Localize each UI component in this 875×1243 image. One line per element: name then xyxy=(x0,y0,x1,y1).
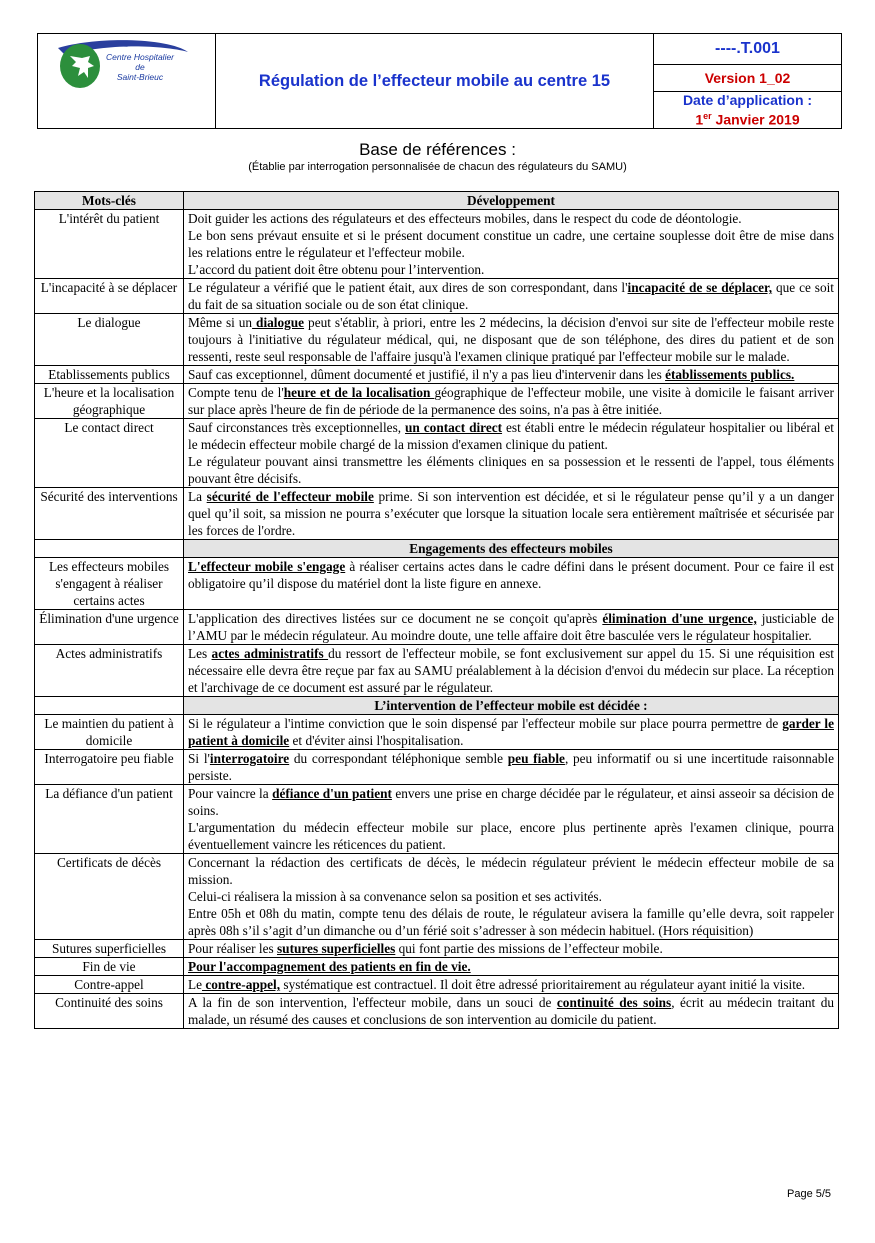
row-keyword: Le contact direct xyxy=(35,419,184,488)
row-development: Pour réaliser les sutures superficielles qui font partie des missions de l’effecteur mobile. xyxy=(184,940,839,958)
row-development: Si l'interrogatoire du correspondant téléphonique semble peu fiable, peu informatif ou si une incertitude raisonnable persiste. xyxy=(184,750,839,785)
table-header-row xyxy=(35,192,839,210)
document-code: ----.T.001 xyxy=(654,34,841,65)
row-development: La sécurité de l'effecteur mobile prime. Si son intervention est décidée, et si le régulateur pense qu’il y a un danger quel qu’il soit, sa mission ne pourra s’exécuter que lorsque la situation locale sera entièrement maîtrisée et sécurisée par les forces de l'ordre. xyxy=(184,488,839,540)
row-keyword: Etablissements publics xyxy=(35,366,184,384)
section-blank-cell xyxy=(35,540,184,558)
row-keyword: Fin de vie xyxy=(35,958,184,976)
section-heading: Engagements des effecteurs mobiles xyxy=(184,540,839,558)
table-row xyxy=(35,785,839,854)
row-development: Compte tenu de l'heure et de la localisation géographique de l'effecteur mobile, une visite à domicile le faisant arriver sur place après l'heure de fin de période de la permanence des soins, n'a pas à être initiée. xyxy=(184,384,839,419)
section-row xyxy=(35,540,839,558)
logo-text: Centre Hospitalier de Saint-Brieuc xyxy=(105,52,175,82)
row-development: Sauf cas exceptionnel, dûment documenté et justifié, il n'y a pas lieu d'intervenir dans les établissements publics. xyxy=(184,366,839,384)
table-row xyxy=(35,610,839,645)
page-number: Page 5/5 xyxy=(787,1188,832,1200)
row-development: Concernant la rédaction des certificats de décès, le médecin régulateur prévient le médecin effecteur mobile de sa mission. Celui-ci réalisera la mission à sa convenance selon sa position et ses activités. Entre 05h et 08h du matin, compte tenu des délais de route, le régulateur avisera la famille qu’elle devra, soit rappeler après 08h s’il s’agit d’un dimanche ou d’un férié soit s’adresser à son médecin habituel. (Hors réquisition) xyxy=(184,854,839,940)
row-development: Doit guider les actions des régulateurs et des effecteurs mobiles, dans le respect du code de déontologie. Le bon sens prévaut ensuite et si le présent document constitue un cadre, une certaine souplesse doit être de mise dans les relations entre le régulateur et l'effecteur mobile. L’accord du patient doit être obtenu pour l’intervention. xyxy=(184,210,839,279)
row-keyword: Continuité des soins xyxy=(35,994,184,1029)
row-keyword: Élimination d'une urgence xyxy=(35,610,184,645)
row-keyword: Sécurité des interventions xyxy=(35,488,184,540)
document-title-cell xyxy=(216,34,654,128)
table-row xyxy=(35,750,839,785)
table-row xyxy=(35,279,839,314)
table-row xyxy=(35,854,839,940)
table-row xyxy=(35,210,839,279)
section-title: Base de références : xyxy=(359,140,516,159)
row-development: Pour vaincre la défiance d'un patient envers une prise en charge décidée par le régulateur, et ainsi asseoir sa décision de soins. L'argumentation du médecin effecteur mobile sur place, encore plus pertinente après l'examen clinique, pourra éventuellement vaincre les réticences du patient. xyxy=(184,785,839,854)
row-keyword: Le dialogue xyxy=(35,314,184,366)
table-row xyxy=(35,488,839,540)
table-row xyxy=(35,314,839,366)
table-row xyxy=(35,558,839,610)
section-blank-cell xyxy=(35,697,184,715)
document-title: Régulation de l’effecteur mobile au centre 15 xyxy=(258,71,611,90)
row-keyword: Sutures superficielles xyxy=(35,940,184,958)
section-subtitle: (Établie par interrogation personnalisée de chacun des régulateurs du SAMU) xyxy=(248,161,627,173)
date-value: 1er Janvier 2019 xyxy=(695,111,800,128)
table-row xyxy=(35,994,839,1029)
table-row xyxy=(35,976,839,994)
row-keyword: Actes administratifs xyxy=(35,645,184,697)
table-row xyxy=(35,419,839,488)
application-date xyxy=(654,92,841,128)
section-heading: L’intervention de l’effecteur mobile est décidée : xyxy=(184,697,839,715)
document-header xyxy=(37,33,842,129)
row-keyword: Les effecteurs mobiles s'engagent à réaliser certains actes xyxy=(35,558,184,610)
row-development: Pour l'accompagnement des patients en fin de vie. xyxy=(184,958,839,976)
column-header-development: Développement xyxy=(184,192,839,210)
row-keyword: L'incapacité à se déplacer xyxy=(35,279,184,314)
table-row xyxy=(35,366,839,384)
date-label: Date d’application : xyxy=(682,92,813,109)
table-row xyxy=(35,645,839,697)
row-keyword: Contre-appel xyxy=(35,976,184,994)
row-development: L'application des directives listées sur ce document ne se conçoit qu'après élimination d'une urgence, justiciable de l’AMU par le médecin régulateur. Au moindre doute, une telle affaire doit être basculée vers le régulateur hospitalier. xyxy=(184,610,839,645)
document-meta xyxy=(654,34,841,128)
section-row xyxy=(35,697,839,715)
table-row xyxy=(35,715,839,750)
row-development: A la fin de son intervention, l'effecteur mobile, dans un souci de continuité des soins, écrit au médecin traitant du malade, un résumé des causes et conclusions de son intervention au domicile du patient. xyxy=(184,994,839,1029)
hospital-logo-icon xyxy=(38,34,215,130)
row-development: Le contre-appel, systématique est contractuel. Il doit être adressé prioritairement au régulateur ayant initié la visite. xyxy=(184,976,839,994)
row-development: Même si un dialogue peut s'établir, à priori, entre les 2 médecins, la décision d'envoi sur site de l'effecteur mobile reste toujours à l'initiative du régulateur médical, qui, ne disposant que de son téléphone, des dires du patient et de son ressenti, reste seul responsable de l'affaire jusqu'à l'examen clinique pratiqué par l'effecteur mobile sur le malade. xyxy=(184,314,839,366)
row-development: Si le régulateur a l'intime conviction que le soin dispensé par l'effecteur mobile sur place pourra permettre de garder le patient à domicile et d'éviter ainsi l'hospitalisation. xyxy=(184,715,839,750)
row-development: Le régulateur a vérifié que le patient était, aux dires de son correspondant, dans l'incapacité de se déplacer, que ce soit du fait de sa situation sociale ou de son état clinique. xyxy=(184,279,839,314)
references-table xyxy=(34,191,839,1029)
row-keyword: L'intérêt du patient xyxy=(35,210,184,279)
table-row xyxy=(35,940,839,958)
column-header-keyword: Mots-clés xyxy=(35,192,184,210)
row-keyword: Interrogatoire peu fiable xyxy=(35,750,184,785)
row-development: Les actes administratifs du ressort de l'effecteur mobile, se font exclusivement sur appel du 15. Si une réquisition est nécessaire elle devra être reçue par fax au SAMU préalablement à la décision d'envoi du médecin sur place. La réception et l'archivage de ce document est assuré par le régulateur. xyxy=(184,645,839,697)
document-version: Version 1_02 xyxy=(654,65,841,93)
row-development: Sauf circonstances très exceptionnelles, un contact direct est établi entre le médecin régulateur hospitalier ou libéral et le médecin effecteur mobile chargé de la mission d'examen clinique du patient. Le régulateur pouvant ainsi transmettre les éléments cliniques en sa possession et le ressenti de l'appel, tous éléments pouvant être décisifs. xyxy=(184,419,839,488)
table-row xyxy=(35,958,839,976)
row-keyword: La défiance d'un patient xyxy=(35,785,184,854)
row-keyword: Certificats de décès xyxy=(35,854,184,940)
row-keyword: Le maintien du patient à domicile xyxy=(35,715,184,750)
table-row xyxy=(35,384,839,419)
row-keyword: L'heure et la localisation géographique xyxy=(35,384,184,419)
row-development: L'effecteur mobile s'engage à réaliser certains actes dans le cadre défini dans le présent document. Pour ce faire il est obligatoire qu’il dispose du matériel dont la liste figure en annexe. xyxy=(184,558,839,610)
logo-cell xyxy=(38,34,216,128)
